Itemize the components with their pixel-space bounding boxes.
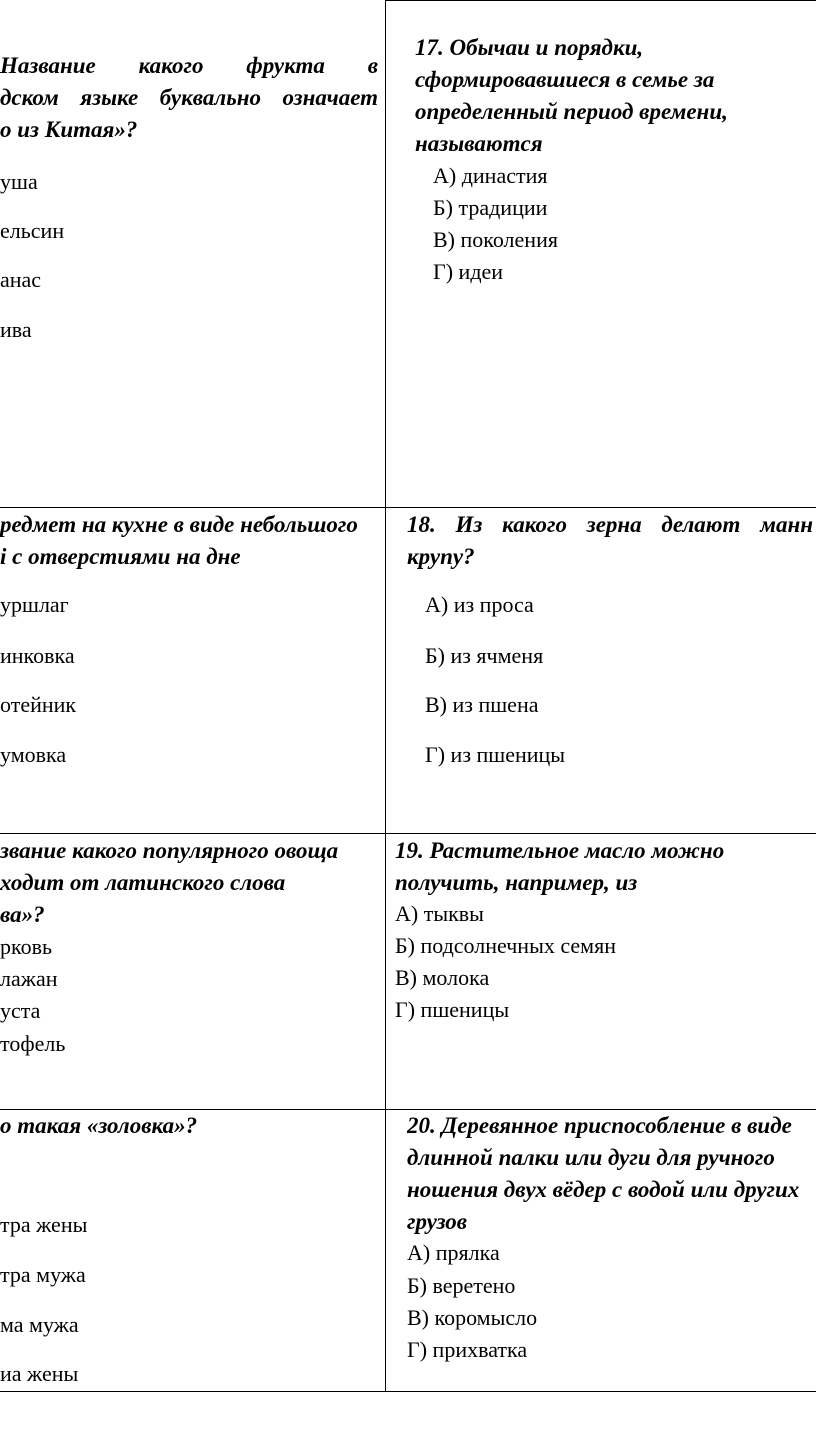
question-line: ва»? <box>0 902 45 927</box>
answer-option: Г) прихватка <box>407 1337 528 1362</box>
answer-option: Б) подсолнечных семян <box>395 933 616 958</box>
answer-option: Б) веретено <box>407 1273 516 1298</box>
answer-option: Б) из ячменя <box>425 643 544 668</box>
question-line: 18. Из какого зерна делают манн <box>407 512 813 537</box>
right-cell-19 <box>395 834 816 1104</box>
question-line: сформировавшиеся в семье за <box>415 67 715 92</box>
question-line: звание какого популярного овоща <box>0 838 339 863</box>
answer-option: инковка <box>0 643 75 668</box>
question-line: Название какого фрукта в <box>0 53 378 78</box>
left-cell-2 <box>0 508 380 828</box>
question-line: определенный период времени, <box>415 99 728 124</box>
answer-option: Г) пшеницы <box>395 997 510 1022</box>
answer-option: уршлаг <box>0 592 69 617</box>
answer-option: В) коромысло <box>407 1305 538 1330</box>
left-cell-1 <box>0 50 380 500</box>
answer-option: тра жены <box>0 1212 88 1237</box>
question-line: 19. Растительное масло можно <box>395 838 725 863</box>
question-line: ходит от латинского слова <box>0 870 286 895</box>
answer-option: уста <box>0 998 41 1023</box>
answer-option: тра мужа <box>0 1262 86 1287</box>
question-line: называются <box>415 131 543 156</box>
question-line: получить, например, из <box>395 870 638 895</box>
answer-option: ельсин <box>0 218 65 243</box>
answer-option: В) из пшена <box>425 692 539 717</box>
answer-option: Г) из пшеницы <box>425 742 566 767</box>
table-column-divider <box>385 0 386 1392</box>
right-cell-20 <box>407 1110 816 1390</box>
question-line: і с отверстиями на дне <box>0 544 241 569</box>
answer-option: ива <box>0 317 32 342</box>
question-line: о из Китая»? <box>0 117 138 142</box>
question-line: 17. Обычаи и порядки, <box>415 35 644 60</box>
answer-option: А) прялка <box>407 1240 500 1265</box>
question-line: грузов <box>407 1209 468 1234</box>
answer-option: Г) идеи <box>433 259 504 284</box>
question-line: о такая «золовка»? <box>0 1113 198 1138</box>
right-cell-17 <box>415 32 815 502</box>
answer-option: рковь <box>0 934 52 959</box>
table-bottom-border <box>0 1391 816 1392</box>
answer-option: иа жены <box>0 1361 79 1386</box>
answer-option: А) тыквы <box>395 901 484 926</box>
answer-option: тофель <box>0 1031 66 1056</box>
question-line: крупу? <box>407 544 475 569</box>
left-cell-3 <box>0 834 380 1104</box>
answer-option: анас <box>0 267 42 292</box>
question-line: дском языке буквально означает <box>0 85 378 110</box>
answer-option: А) династия <box>433 163 548 188</box>
answer-option: отейник <box>0 692 77 717</box>
answer-option: ма мужа <box>0 1312 79 1337</box>
answer-option: В) молока <box>395 965 490 990</box>
table-top-border <box>386 0 816 1</box>
answer-option: лажан <box>0 966 58 991</box>
answer-option: умовка <box>0 742 67 767</box>
question-line: 20. Деревянное приспособление в виде <box>407 1113 792 1138</box>
question-line: длинной палки или дуги для ручного <box>407 1145 775 1170</box>
answer-option: Б) традиции <box>433 195 548 220</box>
answer-option: уша <box>0 169 38 194</box>
question-line: ношения двух вёдер с водой или других <box>407 1177 800 1202</box>
right-cell-18 <box>407 508 816 828</box>
answer-option: В) поколения <box>433 227 558 252</box>
left-cell-4 <box>0 1110 380 1390</box>
question-line: редмет на кухне в виде небольшого <box>0 512 358 537</box>
answer-option: А) из проса <box>425 592 534 617</box>
